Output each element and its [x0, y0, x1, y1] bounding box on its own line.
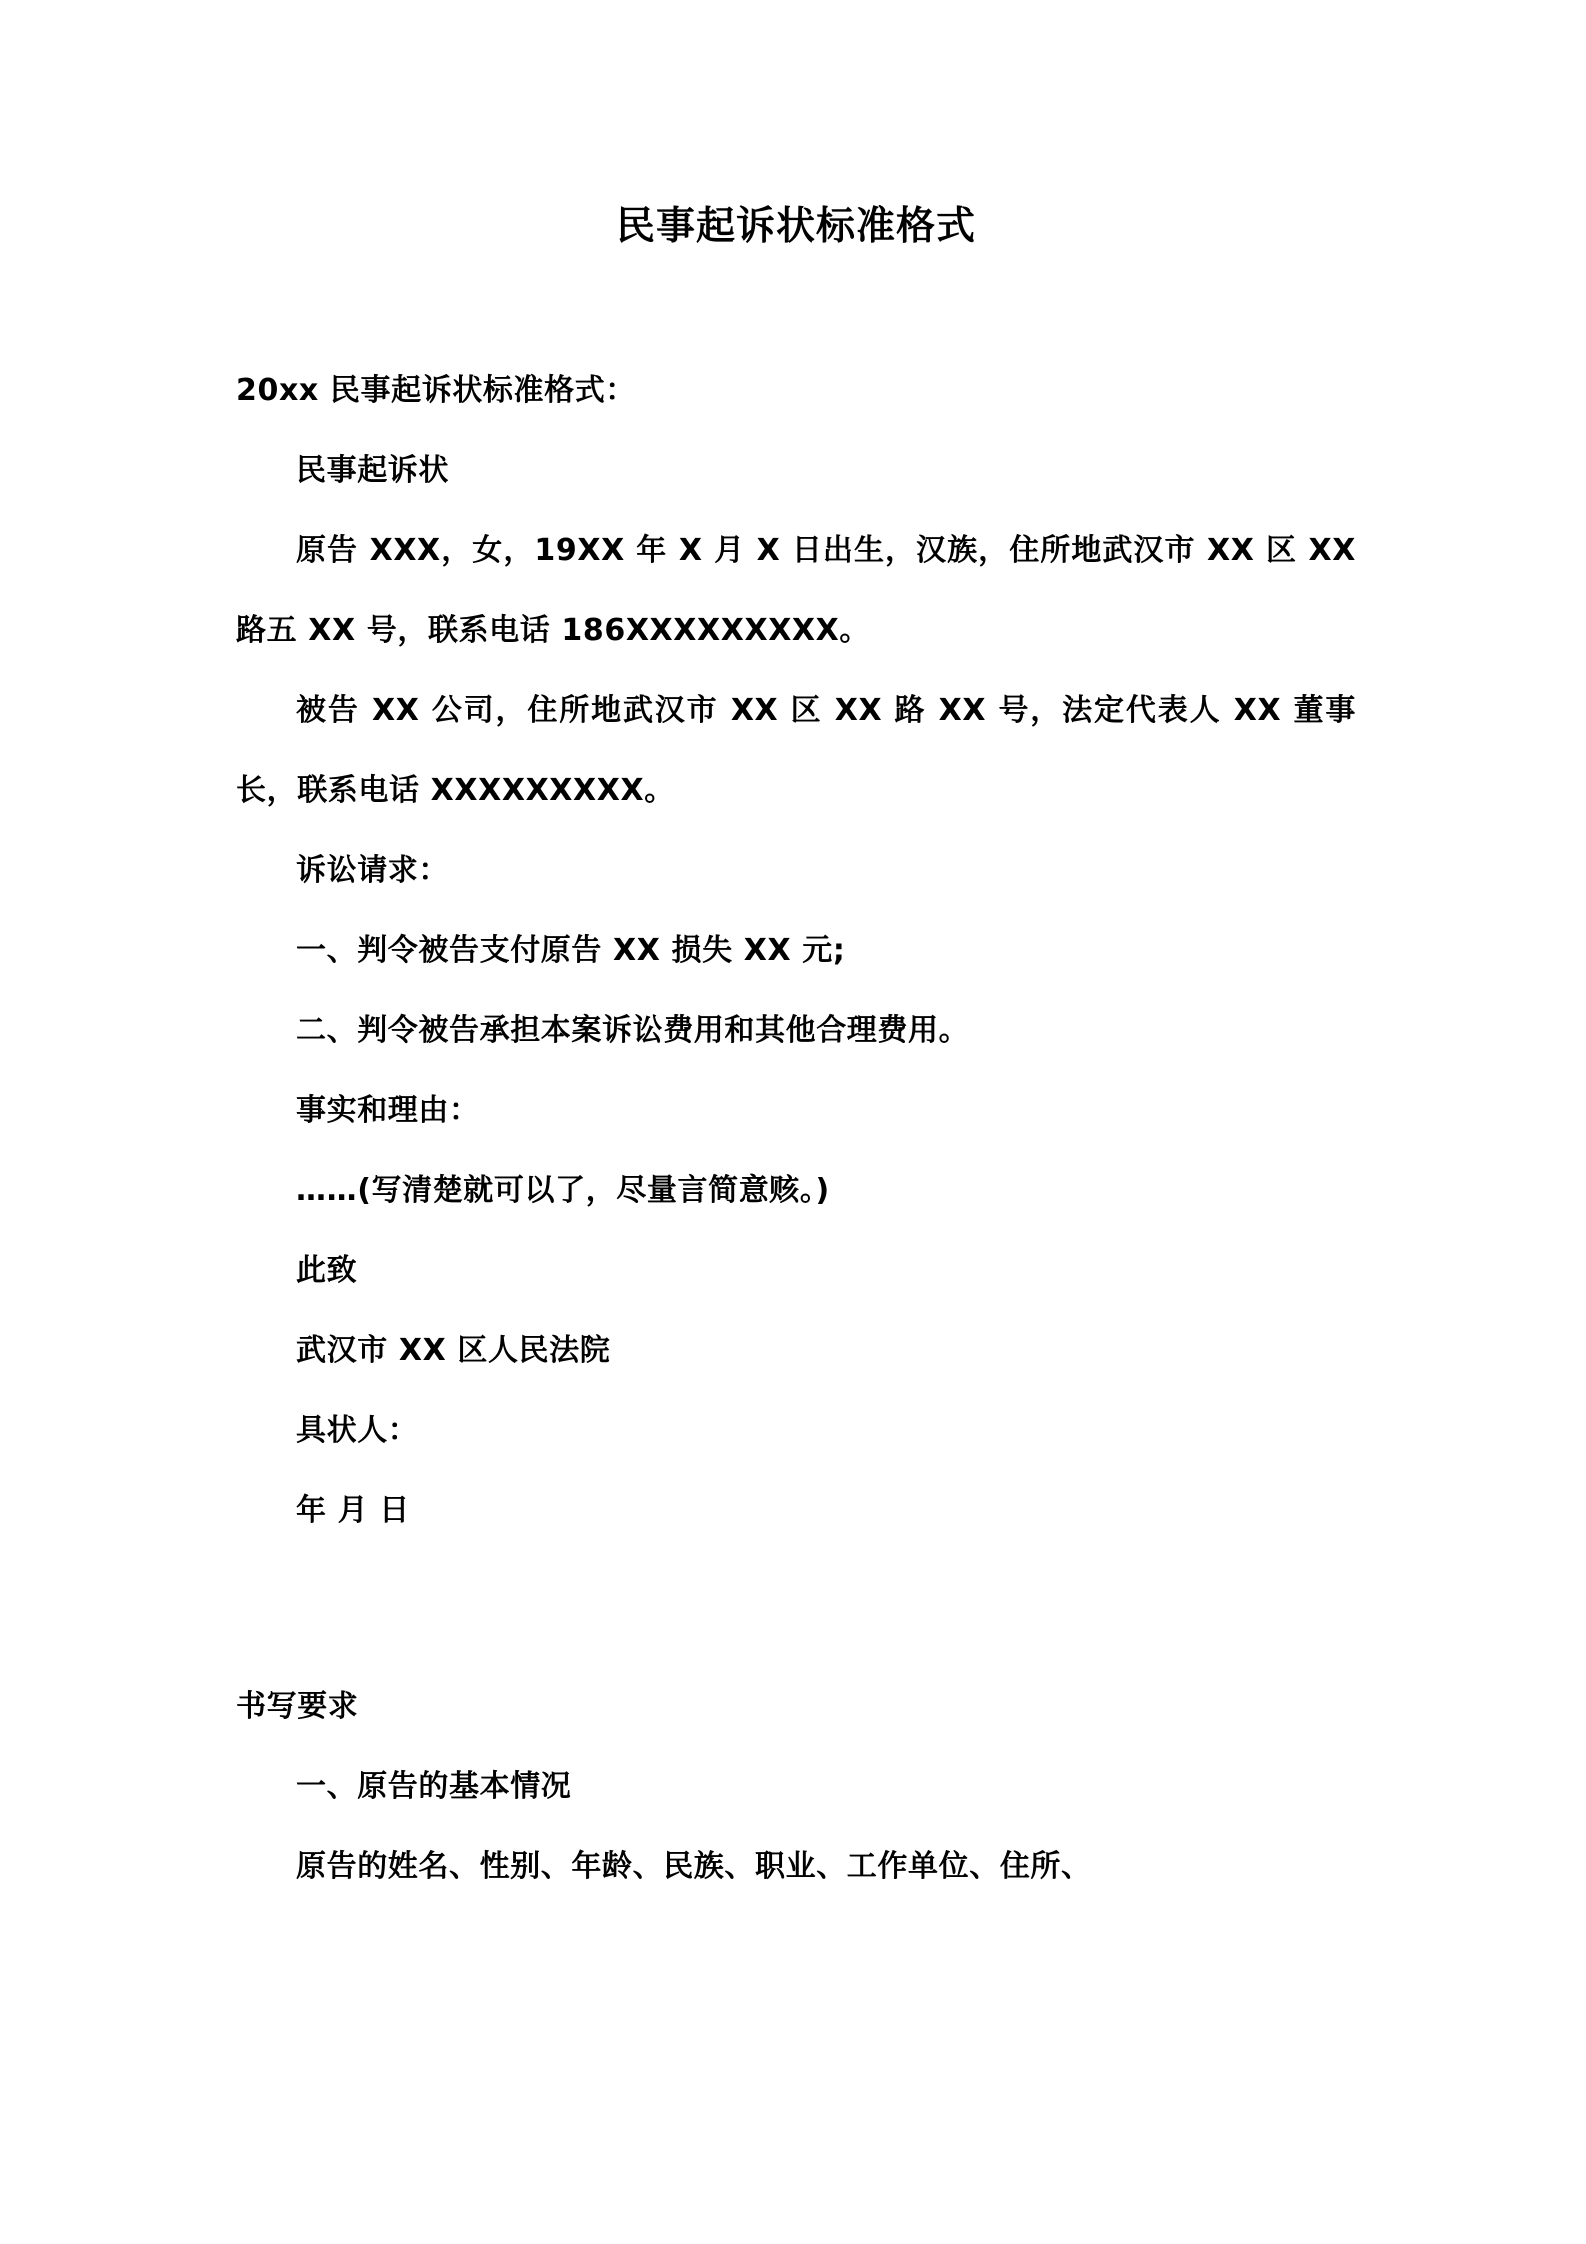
paragraph-closing-salutation: 此致	[296, 1252, 358, 1288]
paragraph-claims-heading: 诉讼请求：	[296, 852, 449, 888]
section-heading-writing-requirements: 书写要求	[236, 1688, 359, 1724]
document-body	[236, 351, 1356, 1907]
paragraph-date-line: 年 月 日	[296, 1492, 410, 1528]
paragraph-doc-subtitle: 民事起诉状	[296, 452, 449, 488]
page-title: 民事起诉状标准格式	[615, 204, 976, 249]
paragraph-facts-heading: 事实和理由：	[296, 1092, 480, 1128]
paragraph-court-name: 武汉市 XX 区人民法院	[296, 1332, 611, 1368]
section-divider-space	[236, 1551, 1356, 1593]
paragraph-claim-1: 一、判令被告支付原告 XX 损失 XX 元;	[296, 932, 846, 968]
paragraph-req-1-heading: 一、原告的基本情况	[296, 1768, 572, 1804]
paragraph-req-1-body: 原告的姓名、性别、年龄、民族、职业、工作单位、住所、	[296, 1848, 1092, 1884]
paragraph-facts-body: ……(写清楚就可以了，尽量言简意赅。)	[296, 1172, 830, 1208]
paragraph-heading-line: 20xx 民事起诉状标准格式：	[236, 372, 636, 408]
paragraph-defendant-info: 被告 XX 公司，住所地武汉市 XX 区 XX 路 XX 号，法定代表人 XX 董事长，联系电话 XXXXXXXXX。	[236, 692, 1356, 808]
paragraph-plaintiff-info: 原告 XXX，女，19XX 年 X 月 X 日出生，汉族，住所地武汉市 XX 区 XX 路五 XX 号，联系电话 186XXXXXXXXX。	[236, 532, 1356, 648]
paragraph-claim-2: 二、判令被告承担本案诉讼费用和其他合理费用。	[296, 1012, 970, 1048]
paragraph-signer-line: 具状人：	[296, 1412, 419, 1448]
